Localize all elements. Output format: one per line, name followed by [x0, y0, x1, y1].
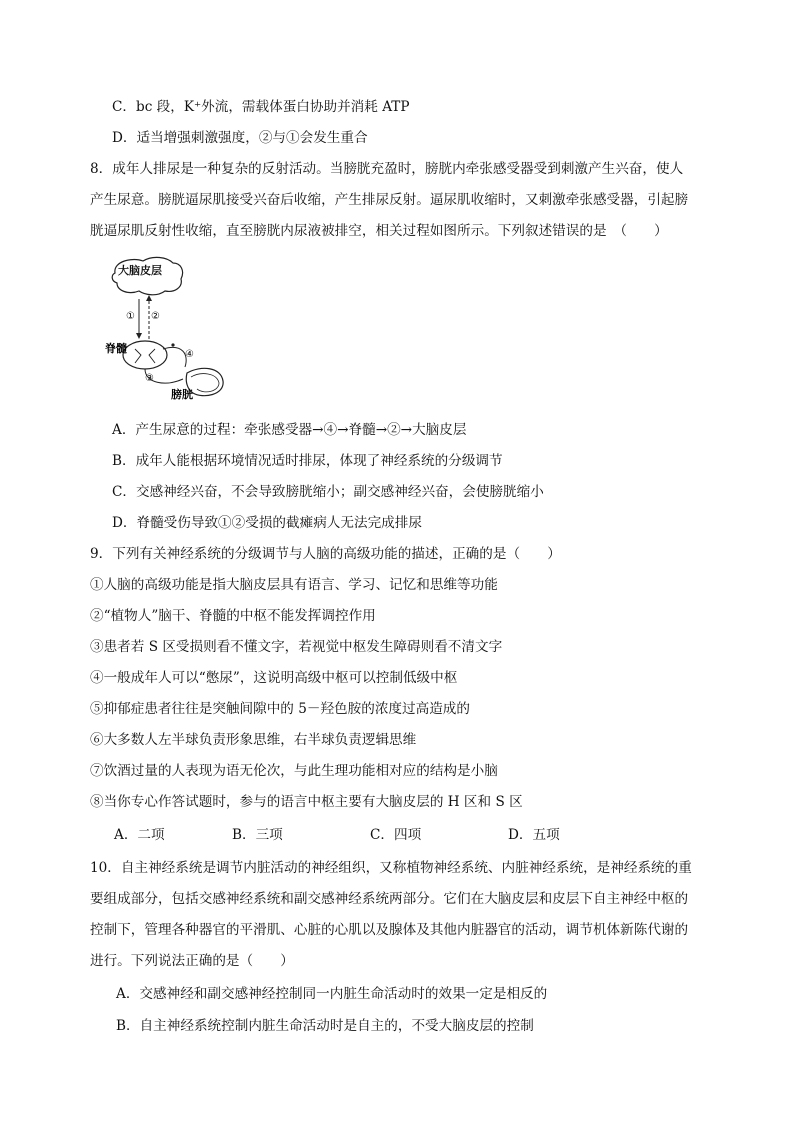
- label-n3: ③: [145, 373, 154, 384]
- q9-option-a: A．二项: [114, 827, 165, 843]
- q10-stem-line-1: 10．自主神经系统是调节内脏活动的神经组织，又称植物神经系统、内脏神经系统，是神经系统的重: [90, 860, 692, 876]
- q10-stem-line-4: 进行。下列说法正确的是（ ）: [90, 953, 294, 969]
- label-n4: ④: [185, 349, 194, 360]
- q9-item-8: ⑧当你专心作答试题时，参与的语言中枢主要有大脑皮层的 H 区和 S 区: [90, 794, 523, 810]
- q8-option-b: B．成年人能根据环境情况适时排尿，体现了神经系统的分级调节: [112, 453, 503, 469]
- q7-option-c: C．bc 段，K⁺外流，需载体蛋白协助并消耗 ATP: [112, 99, 410, 115]
- q10-stem-line-2: 要组成部分，包括交感神经系统和副交感神经系统两部分。它们在大脑皮层和皮层下自主神经中枢的: [90, 891, 689, 907]
- label-bladder: 膀胱: [171, 388, 193, 400]
- q9-item-7: ⑦饮酒过量的人表现为语无伦次，与此生理功能相对应的结构是小脑: [90, 763, 498, 779]
- q8-option-a: A．产生尿意的过程：牵张感受器→④→脊髓→②→大脑皮层: [112, 422, 467, 438]
- q8-stem-line-1: 8．成年人排尿是一种复杂的反射活动。当膀胱充盈时，膀胱内牵张感受器受到刺激产生兴奋，使人: [90, 161, 684, 177]
- q8-stem-line-2: 产生尿意。膀胱逼尿肌接受兴奋后收缩，产生排尿反射。逼尿肌收缩时，又刺激牵张感受器，引起膀: [90, 192, 689, 208]
- q7-option-d: D．适当增强刺激强度，②与①会发生重合: [112, 130, 368, 146]
- label-spinal: 脊髓: [105, 342, 127, 355]
- q9-item-5: ⑤抑郁症患者往往是突触间隙中的 5－羟色胺的浓度过高造成的: [90, 701, 470, 717]
- q9-option-d: D．五项: [508, 827, 560, 843]
- q9-item-4: ④一般成年人可以“憋尿”，这说明高级中枢可以控制低级中枢: [90, 670, 458, 686]
- q10-option-b: B．自主神经系统控制内脏生命活动时是自主的，不受大脑皮层的控制: [116, 1018, 534, 1034]
- q9-item-3: ③患者若 S 区受损则看不懂文字，若视觉中枢发生障碍则看不清文字: [90, 639, 503, 655]
- q9-option-b: B．三项: [232, 827, 283, 843]
- q9-item-1: ①人脑的高级功能是指大脑皮层具有语言、学习、记忆和思维等功能: [90, 577, 498, 593]
- label-n2: ②: [151, 311, 160, 322]
- q9-item-6: ⑥大多数人左半球负责形象思维，右半球负责逻辑思维: [90, 732, 417, 748]
- spinal-cord-shape: [123, 341, 167, 369]
- q9-item-2: ②“植物人”脑干、脊髓的中枢不能发挥调控作用: [90, 608, 376, 624]
- q10-stem-line-3: 控制下，管理各种器官的平滑肌、心脏的心肌以及腺体及其他内脏器官的活动，调节机体新陈代谢的: [90, 922, 689, 938]
- label-n1: ①: [126, 311, 135, 322]
- urination-reflex-diagram: [105, 255, 230, 400]
- q8-stem-line-3: 胱逼尿肌反射性收缩，直至膀胱内尿液被排空，相关过程如图所示。下列叙述错误的是 （ ）: [90, 223, 668, 239]
- q9-stem: 9．下列有关神经系统的分级调节与人脑的高级功能的描述，正确的是（ ）: [90, 546, 561, 562]
- q10-option-a: A．交感神经和副交感神经控制同一内脏生命活动时的效果一定是相反的: [116, 986, 548, 1002]
- label-cortex: 大脑皮层: [118, 264, 162, 277]
- q9-option-c: C．四项: [370, 827, 422, 843]
- q8-option-c: C．交感神经兴奋，不会导致膀胱缩小；副交感神经兴奋，会使膀胱缩小: [112, 484, 544, 500]
- q8-option-d: D．脊髓受伤导致①②受损的截瘫病人无法完成排尿: [112, 515, 422, 531]
